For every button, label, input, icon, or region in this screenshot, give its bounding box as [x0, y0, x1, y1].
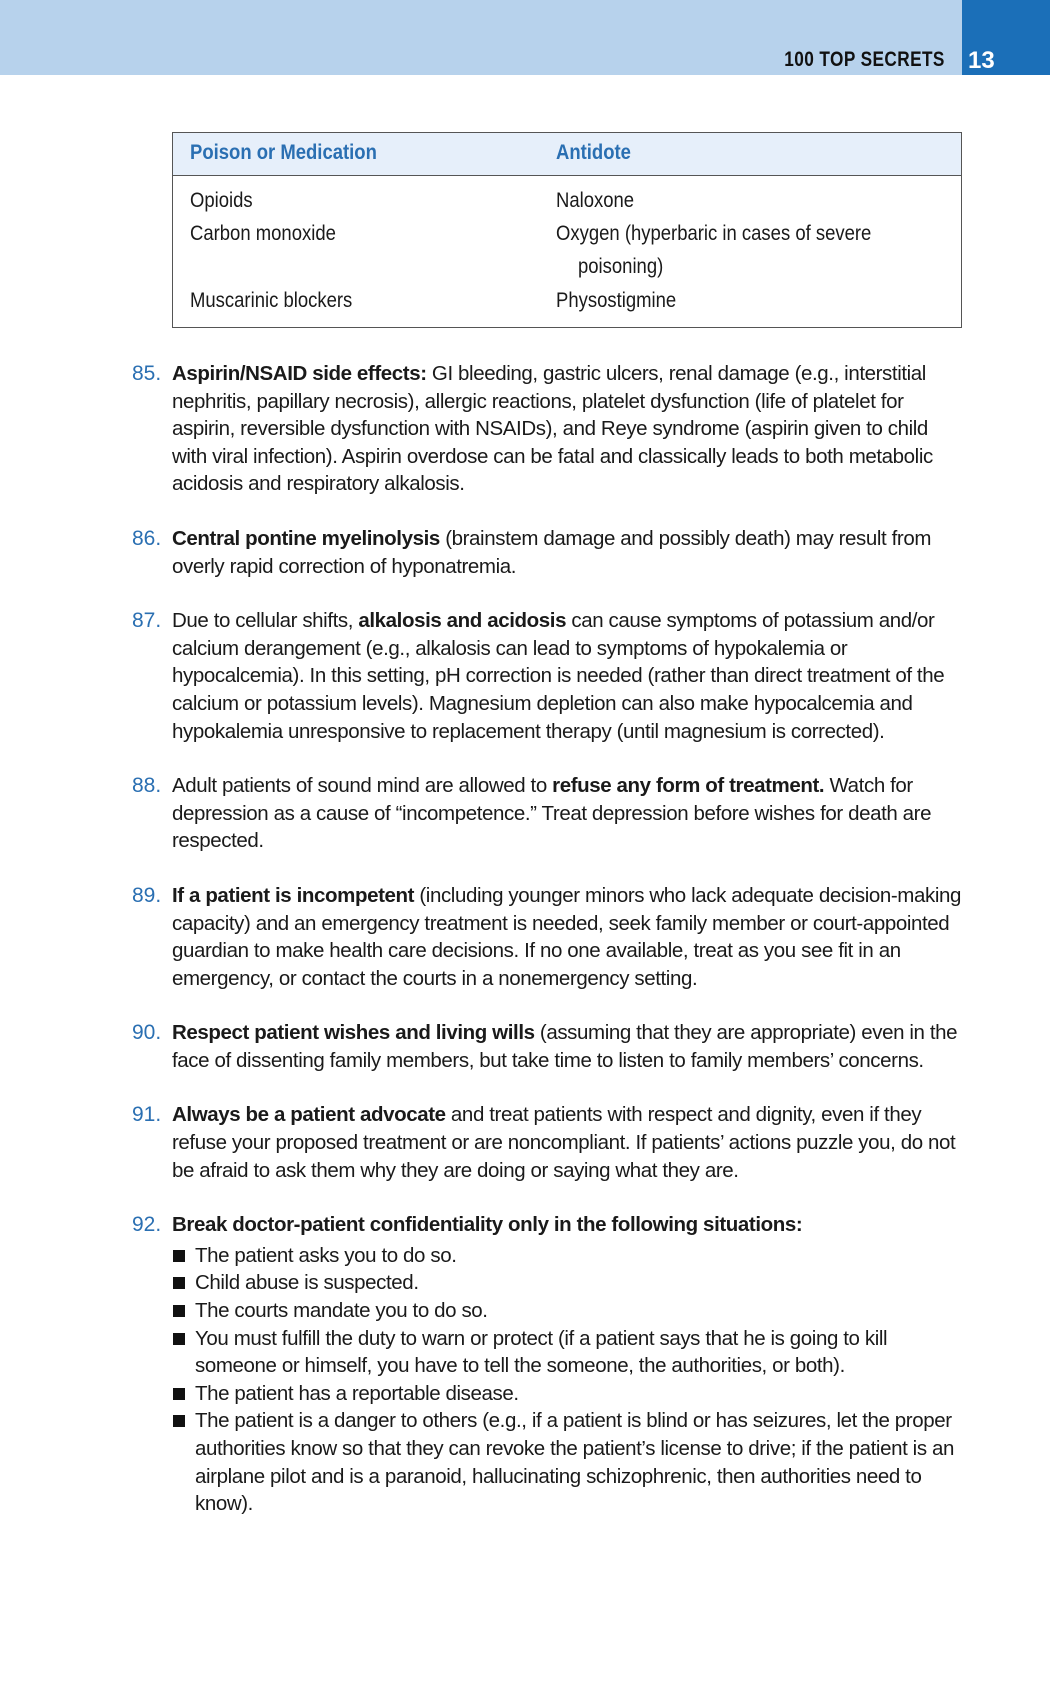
- bullet-text: The patient is a danger to others (e.g., if a patient is blind or has seizures, let the proper authorities know so that they can revoke the patient’s license to drive; if the patient is an airplane pilot and is a paranoid, hallucinating schizophrenic, then authorities need to know).: [195, 1409, 954, 1516]
- item-body: (brainstem damage and possibly death) may result from overly rapid correction of hyponatremia.: [172, 526, 932, 578]
- item-bold-lead: If a patient is incompetent: [172, 883, 415, 907]
- list-item: [132, 772, 967, 855]
- table-cell-antidote: Oxygen (hyperbaric in cases of severe: [556, 222, 872, 245]
- item-intro: Adult patients of sound mind are allowed to: [172, 774, 553, 798]
- item-number: 85.: [132, 362, 162, 385]
- table-header-row: [173, 133, 961, 176]
- item-body: and treat patients with respect and dignity, even if they refuse your proposed treatment or are noncompliant. If patients’ actions puzzle you, do not be afraid to ask them why they are doing or saying what they are.: [172, 1103, 956, 1182]
- item-bold-phrase: refuse any form of treatment.: [552, 774, 825, 798]
- item-body: can cause symptoms of potassium and/or calcium derangement (e.g., alkalosis can lead to symptoms of hypokalemia or hypocalcemia). In this setting, pH correction is needed (rather than direct treatment of the calcium or potassium levels). Magnesium depletion can also make hypocalcemia and hypokalemia unresponsive to replacement therapy (until magnesium is corrected).: [172, 609, 945, 743]
- bullet-text: The courts mandate you to do so.: [195, 1299, 488, 1323]
- item-number: 88.: [132, 774, 162, 798]
- item-text: [172, 525, 967, 580]
- item-text: [172, 882, 967, 992]
- page-number: 13: [968, 47, 995, 74]
- square-bullet-icon: [173, 1333, 185, 1345]
- bullet-item: [172, 1325, 967, 1380]
- antidote-table: [172, 132, 962, 328]
- item-bold-lead: Aspirin/NSAID side effects:: [172, 362, 427, 385]
- square-bullet-icon: [173, 1305, 185, 1317]
- bullet-item: [172, 1297, 967, 1325]
- item-intro: Due to cellular shifts,: [172, 609, 359, 633]
- bullet-item: [172, 1380, 967, 1408]
- bullet-text: The patient asks you to do so.: [195, 1243, 457, 1267]
- bullet-text: Child abuse is suspected.: [195, 1271, 419, 1295]
- table-cell-poison: Muscarinic blockers: [190, 289, 353, 312]
- item-text: [172, 1211, 967, 1239]
- table-cell-poison: Opioids: [190, 189, 253, 212]
- table-header-antidote: Antidote: [556, 141, 631, 164]
- running-header-title: 100 TOP SECRETS: [784, 48, 945, 71]
- item-number: 92.: [132, 1213, 162, 1237]
- square-bullet-icon: [173, 1388, 185, 1400]
- square-bullet-icon: [173, 1277, 185, 1289]
- bullet-item: [172, 1407, 967, 1517]
- item-body: (assuming that they are appropriate) even in the face of dissenting family members, but take time to listen to family members’ concerns.: [172, 1021, 958, 1072]
- list-item: [132, 1019, 967, 1074]
- bullet-item: [172, 1269, 967, 1297]
- bullet-item: [172, 1242, 967, 1270]
- list-item: [132, 607, 967, 745]
- item-body: GI bleeding, gastric ulcers, renal damage (e.g., interstitial nephritis, papillary necrosis), allergic reactions, platelet dysfunction (life of platelet for aspirin, reversible dysfunction with NSAIDs), and Reye syndrome (aspirin given to child with viral infection). Aspirin overdose can be fatal and classically leads to both metabolic acidosis and respiratory alkalosis.: [172, 362, 933, 496]
- item-number: 87.: [132, 609, 162, 633]
- table-cell-antidote: Physostigmine: [556, 289, 677, 312]
- list-item: [132, 525, 967, 580]
- item-text: [172, 607, 967, 745]
- list-item: [132, 1101, 967, 1184]
- item-text: [172, 772, 967, 855]
- item-body: (including younger minors who lack adequate decision-making capacity) and an emergency treatment is needed, seek family member or court-appointed guardian to make health care decisions. If no one available, treat as you see fit in an emergency, or contact the courts in a nonemergency setting.: [172, 883, 961, 990]
- table-header-poison: Poison or Medication: [190, 141, 377, 164]
- square-bullet-icon: [173, 1415, 185, 1427]
- item-number: 89.: [132, 883, 162, 907]
- list-item: [132, 882, 967, 992]
- item-bold-lead: Break doctor-patient confidentiality only in the following situations:: [172, 1213, 803, 1237]
- item-text: [172, 1019, 967, 1074]
- table-cell-antidote: Naloxone: [556, 189, 635, 212]
- item-number: 91.: [132, 1103, 162, 1127]
- bullet-text: The patient has a reportable disease.: [195, 1381, 519, 1405]
- bullet-text: You must fulfill the duty to warn or protect (if a patient says that he is going to kill someone or himself, you have to tell the someone, the authorities, or both).: [195, 1326, 888, 1378]
- list-item: [132, 360, 967, 498]
- item-bold-lead: Central pontine myelinolysis: [172, 526, 440, 550]
- item-bold-lead: Always be a patient advocate: [172, 1103, 446, 1127]
- item-bold-phrase: alkalosis and acidosis: [358, 609, 567, 633]
- list-item: [132, 1211, 967, 1518]
- item-text: [172, 360, 967, 498]
- item-number: 86.: [132, 526, 162, 550]
- square-bullet-icon: [173, 1250, 185, 1262]
- bullet-list: [172, 1242, 967, 1518]
- table-cell-antidote-continued: poisoning): [578, 255, 664, 278]
- item-body: Watch for depression as a cause of “incompetence.” Treat depression before wishes for death are respected.: [172, 774, 932, 853]
- secrets-list: [132, 360, 967, 1545]
- item-bold-lead: Respect patient wishes and living wills: [172, 1021, 535, 1045]
- item-text: [172, 1101, 967, 1184]
- table-cell-poison: Carbon monoxide: [190, 222, 336, 245]
- item-number: 90.: [132, 1021, 162, 1045]
